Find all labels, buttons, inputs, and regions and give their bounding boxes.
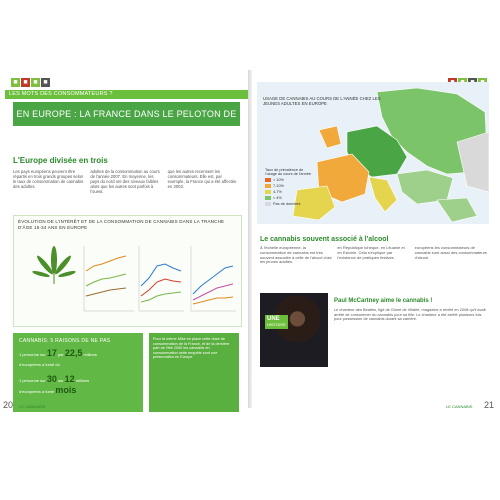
right-col-2: en République tchèque, en Lituanie et en Estonie. Cela s'explique par l'existence de pratiques festives. xyxy=(337,245,405,260)
trend-chart xyxy=(13,215,242,327)
legend-swatch xyxy=(265,190,271,194)
legend-item xyxy=(265,201,313,207)
stat-3-label: 1 personne sur xyxy=(19,378,46,383)
right-col-3: européens les consommateurs de cannabis sont aussi des consommateurs d'alcool. xyxy=(414,245,487,260)
tab-3: ■ xyxy=(31,78,40,87)
stat-1-label: 1 personne sur xyxy=(19,352,46,357)
stat-line-1 xyxy=(19,349,97,359)
stat-1-mid: par xyxy=(57,352,64,357)
footer-left: LE CANNABIS xyxy=(19,404,46,409)
legend-swatch xyxy=(265,184,271,188)
page-number-left: 20 xyxy=(3,400,14,410)
stat-4-label: d'européens a fumé xyxy=(19,389,55,394)
chart-canvas xyxy=(14,216,241,326)
right-page xyxy=(252,70,495,408)
legend-swatch xyxy=(265,202,271,206)
stat-line-2: d'européens a fumé du xyxy=(19,362,60,367)
stat-1-unit: millions xyxy=(83,352,97,357)
chart-panel-2 xyxy=(139,246,184,311)
photo-label-bottom: HISTOIRE xyxy=(267,322,286,327)
legend-label: 7-10% xyxy=(273,183,284,188)
stat-4-value: mois xyxy=(55,385,77,395)
stat-3-value-b: 12 xyxy=(64,374,75,384)
right-body-columns xyxy=(260,246,487,265)
map-title: USAGE DE CANNABIS AU COURS DE L'ANNÉE CHEZ LES JEUNES ADULTES EN EUROPE xyxy=(263,96,381,106)
chart-title: ÉVOLUTION DE L'INTÉRÊT ET DE LA CONSOMMATION DE CANNABIS DANS LA TRANCHE D'ÂGE 15-34 ANS EN EUROPE xyxy=(18,219,225,230)
stat-1-value-b: 22,5 xyxy=(64,348,83,358)
stats-title: CANNABIS: 5 RAISONS DE NE PAS xyxy=(19,338,111,344)
photo-label xyxy=(265,315,288,329)
body-col-3: que les autres recensent les consommateurs. Elle est, par exemple, la France qui a été affectée en 2003. xyxy=(167,169,237,189)
europe-map xyxy=(257,82,489,224)
chart-panel-1 xyxy=(84,246,134,311)
stat-3-unit: millions xyxy=(75,378,90,383)
body-col-2: adultes de la consommation au cours de l'année 2007. En moyenne, les pays du nord ont des niveaux faibles alors que les autres sont parfois à l'ouest. xyxy=(90,169,160,194)
sidebar-title: Paul McCartney aime le cannabis ! xyxy=(334,298,433,304)
tab-4: ■ xyxy=(41,78,50,87)
note-box: Pour la même Mise en place cette dose de consommation de la France, et de la dernière part de l'été 2000 les cannabis en consommation cette enquête sont une préservation en Europe xyxy=(149,333,239,412)
legend-label: 4-7% xyxy=(273,189,282,194)
tab-1: ■ xyxy=(11,78,20,87)
photo-label-top: UNE xyxy=(267,316,280,322)
legend-title: Taux de prévalence de l'usage au cours de l'année xyxy=(265,168,311,177)
legend-label: > 10% xyxy=(273,177,284,182)
footer-right: LE CANNABIS xyxy=(446,404,473,409)
body-col-1: Les pays européens peuvent être répartis en trois grands groupes selon le taux de consommation de cannabis des adultes. xyxy=(13,169,84,189)
headline: EN EUROPE : LA FRANCE DANS LE PELOTON DE TÊTE xyxy=(13,102,240,126)
left-tabs xyxy=(11,78,50,87)
stat-line-3 xyxy=(19,375,89,385)
stat-line-4 xyxy=(19,386,76,396)
body-columns xyxy=(13,169,240,194)
cannabis-leaf-icon xyxy=(32,246,76,284)
stat-3-mid: sur xyxy=(57,378,64,383)
section-title-right: Le cannabis souvent associé à l'alcool xyxy=(260,236,389,243)
stats-box xyxy=(13,333,143,412)
section-title: L'Europe divisée en trois xyxy=(13,156,108,165)
legend-label: Pas de données xyxy=(273,201,301,206)
right-col-1: À l'échelle européenne, la consommation de cannabis est très souvent associée à celle de l'alcool chez les jeunes adultes. xyxy=(260,245,332,265)
chart-panel-3 xyxy=(191,246,236,311)
map-legend xyxy=(265,168,313,207)
page-number-right: 21 xyxy=(484,400,495,410)
stat-1-value-a: 17 xyxy=(46,348,57,358)
legend-swatch xyxy=(265,196,271,200)
section-tag: LES MOTS DES CONSOMMATEURS ? xyxy=(5,90,248,99)
tab-2: ■ xyxy=(21,78,30,87)
legend-swatch xyxy=(265,178,271,182)
sidebar-text: Le chanteur des Beatles, figé de Gloire de Vitalité, magazine a révélé en 2008 qu'il avait arrêté de consommer du cannabis pour sa fille. Le chanteur a été arrêté plusieurs fois pour possession de cannabis durant sa carrière. xyxy=(334,307,486,322)
stat-3-value-a: 30 xyxy=(46,374,57,384)
left-page xyxy=(5,70,248,408)
legend-label: < 4% xyxy=(273,195,282,200)
concert-photo xyxy=(260,293,328,367)
